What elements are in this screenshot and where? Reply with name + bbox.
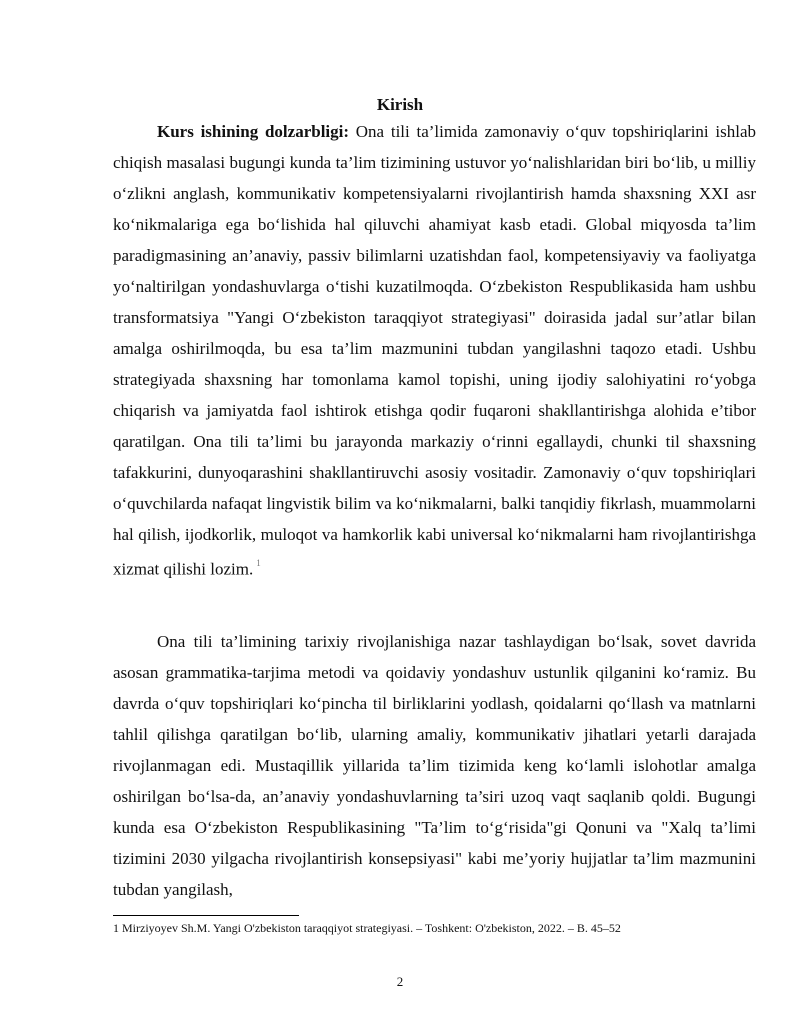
paragraph-history (113, 626, 756, 905)
footnote-reference[interactable]: 1 (256, 558, 261, 568)
page-number: 2 (396, 974, 404, 989)
paragraph-relevance (113, 116, 756, 585)
paragraph-text: Ona tili ta’limining tarixiy rivojlanishiga nazar tashlaydigan bo‘lsak, sovet davrida asosan grammatika-tarjima metodi va qoidaviy yondashuv ustunlik qilganini ko‘ramiz. Bu davrda o‘quv topshiriqlari ko‘pincha til birliklarini yodlash, qoidalarni qo‘llash va matnlarni tahlil qilishga qaratilgan bo‘lib, ularning amaliy, kommunikativ jihatlari yetarli darajada rivojlanmagan edi. Mustaqillik yillarida ta’lim tizimida keng ko‘lamli islohotlar amalga oshirilgan bo‘lsa-da, an’anaviy yondashuvlarning ta’siri uzoq vaqt saqlanib qoldi. Bugungi kunda esa O‘zbekiston Respublikasining "Ta’lim to‘g‘risida"gi Qonuni va "Xalq ta’limi tizimini 2030 yilgacha rivojlantirish konsepsiyasi" kabi me’yoriy hujjatlar ta’lim mazmunini tubdan yangilash, (113, 632, 756, 899)
paragraph-lead: Kurs ishining dolzarbligi: (157, 122, 350, 141)
footnote-separator (113, 915, 299, 916)
section-heading: Kirish (376, 95, 424, 114)
paragraph-text: Ona tili ta’limida zamonaviy o‘quv topshiriqlarini ishlab chiqish masalasi bugungi kunda ta’lim tizimining ustuvor yo‘nalishlaridan biri bo‘lib, u milliy o‘zlikni anglash, kommunikativ kompetensiyalarni rivojlantirish hamda shaxsning XXI asr ko‘nikmalariga ega bo‘lishida hal qiluvchi ahamiyat kasb etadi. Global miqyosda ta’lim paradigmasining an’anaviy, passiv bilimlarni uzatishdan faol, kompetensiyaviy va faoliyatga yo‘naltirilgan yondashuvlarga o‘tishi kuzatilmoqda. O‘zbekiston Respublikasida ham ushbu transformatsiya "Yangi O‘zbekiston taraqqiyot strategiyasi" doirasida jadal sur’atlar bilan amalga oshirilmoqda, bu esa ta’lim mazmunini tubdan yangilashni taqozo etadi. Ushbu strategiyada shaxsning har tomonlama kamol topishi, uning ijodiy salohiyatini ro‘yobga chiqarish va jamiyatda faol ishtirok etishga qodir fuqaroni shakllantirishga alohida e’tibor qaratilgan. Ona tili ta’limi bu jarayonda markaziy o‘rinni egallaydi, chunki til shaxsning tafakkurini, dunyoqarashini shakllantiruvchi asosiy vositadir. Zamonaviy o‘quv topshiriqlari o‘quvchilarda nafaqat lingvistik bilim va ko‘nikmalarni, balki tanqidiy fikrlash, muammolarni hal qilish, ijodkorlik, muloqot va hamkorlik kabi universal ko‘nikmalarni ham rivojlantirishga xizmat qilishi lozim. (113, 122, 756, 579)
footnote: 1 Mirziyoyev Sh.M. Yangi O'zbekiston taraqqiyot strategiyasi. – Toshkent: O'zbekiston, 2022. – B. 45–52 (113, 921, 621, 935)
